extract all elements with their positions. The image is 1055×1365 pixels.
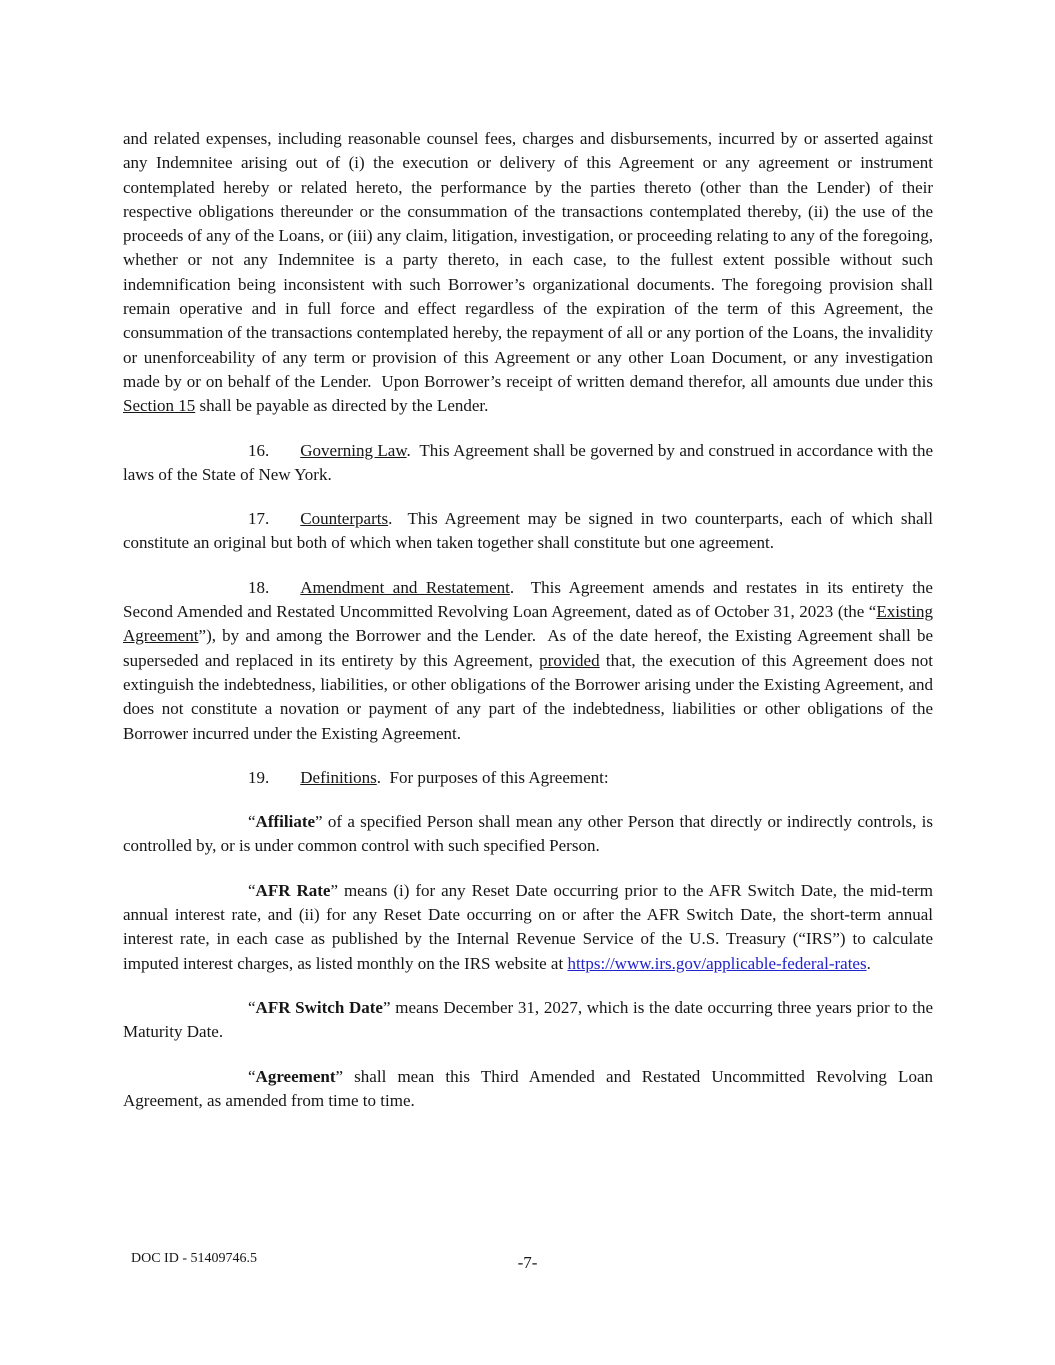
paragraph-definition-affiliate (123, 810, 933, 859)
text-segment: Definitions (300, 767, 377, 787)
text-segment: AFR Switch Date (255, 997, 383, 1017)
text-segment: “ (248, 1066, 256, 1086)
text-segment: Affiliate (255, 812, 316, 832)
doc-id-stamp: DOC ID - 51409746.5 (131, 1251, 257, 1266)
text-segment: Agreement (255, 1066, 336, 1086)
text-segment: Section 15 (123, 396, 196, 416)
text-segment: ”), by and among the Borrower and the Lender. As of the date hereof, the Existing Agreement shall be superseded and replaced in its entirety by this Agreement, (123, 626, 933, 670)
text-segment: provided (539, 650, 600, 670)
text-segment: ” means December 31, 2027, which is the date occurring three years prior to the Maturity Date. (123, 997, 933, 1042)
document-body (123, 127, 933, 1133)
paragraph-definition-afr-rate (123, 879, 933, 976)
text-segment: . For purposes of this Agreement: (376, 767, 609, 787)
paragraph-section-16-governing-law (123, 439, 933, 488)
text-segment: “ (248, 812, 256, 832)
text-segment: 18. (248, 577, 270, 597)
text-segment: ” means (i) for any Reset Date occurring prior to the AFR Switch Date, the mid-term annual interest rate, and (ii) for any Reset Date occurring on or after the AFR Switch Date, the short-term annual interest rate, in each case as published by the Internal Revenue Service of the U.S. Treasury (“IRS”) to calculate imputed interest charges, as listed monthly on the IRS website at (123, 880, 933, 973)
text-segment: . (866, 953, 871, 973)
text-segment: 16. (248, 440, 270, 460)
text-segment: 19. (248, 767, 270, 787)
text-segment: ” shall mean this Third Amended and Restated Uncommitted Revolving Loan Agreement, as amended from time to time. (123, 1066, 933, 1110)
paragraph-definition-afr-switch-date (123, 996, 933, 1045)
text-segment: Amendment and Restatement (300, 577, 510, 597)
text-segment: Governing Law (300, 440, 407, 460)
text-segment: AFR Rate (255, 880, 331, 900)
irs-afr-link[interactable]: https://www.irs.gov/applicable-federal-rates (567, 953, 867, 973)
paragraph-section-19-definitions (123, 766, 933, 790)
page-number: -7- (517, 1253, 538, 1272)
text-segment: that, the execution of this Agreement does not extinguish the indebtedness, liabilities, or other obligations of the Borrower arising under the Existing Agreement, and does not constitute a novation or payment of any part of the indebtedness, liabilities or other obligations of the Borrower incurred under the Existing Agreement. (123, 650, 933, 743)
paragraph-section-17-counterparts (123, 507, 933, 556)
text-segment: “ (248, 997, 256, 1017)
paragraph-section-18-amendment-and-restatement (123, 576, 933, 746)
text-segment: ” of a specified Person shall mean any other Person that directly or indirectly controls, is controlled by, or is under common control with such specified Person. (123, 812, 933, 856)
text-segment: . This Agreement amends and restates in its entirety the Second Amended and Restated Uncommitted Revolving Loan Agreement, dated as of October 31, 2023 (the “ (123, 577, 933, 622)
text-segment: and related expenses, including reasonable counsel fees, charges and disbursements, incurred by or asserted against any Indemnitee arising out of (i) the execution or delivery of this Agreement or any agreement or instrument contemplated hereby or related hereto, the performance by the parties thereto (other than the Lender) of their respective obligations thereunder or the consummation of the transactions contemplated thereby, (ii) the use of the proceeds of any of the Loans, or (iii) any claim, litigation, investigation, or proceeding relating to any of the foregoing, whether or not any Indemnitee is a party thereto, in each case, to the fullest extent possible without such indemnification being inconsistent with such Borrower’s organizational documents. The foregoing provision shall remain operative and in full force and effect regardless of the expiration of the term of this Agreement, the consummation of the transactions contemplated hereby, the repayment of all or any portion of the Loans, the invalidity or unenforceability of any term or provision of this Agreement or any other Loan Document, or any investigation made by or on behalf of the Lender. Upon Borrower’s receipt of written demand therefor, all amounts due under this (123, 129, 933, 391)
paragraph-indemnification-continuation (123, 127, 933, 419)
text-segment: Counterparts (300, 509, 389, 529)
paragraph-definition-agreement (123, 1065, 933, 1114)
text-segment: . This Agreement shall be governed by and construed in accordance with the laws of the State of New York. (123, 440, 933, 484)
text-segment: . This Agreement may be signed in two counterparts, each of which shall constitute an original but both of which when taken together shall constitute but one agreement. (123, 509, 933, 553)
text-segment: Existing Agreement (123, 602, 933, 646)
text-segment: shall be payable as directed by the Lender. (195, 396, 489, 416)
text-segment: “ (248, 880, 256, 900)
text-segment: 17. (248, 509, 270, 529)
